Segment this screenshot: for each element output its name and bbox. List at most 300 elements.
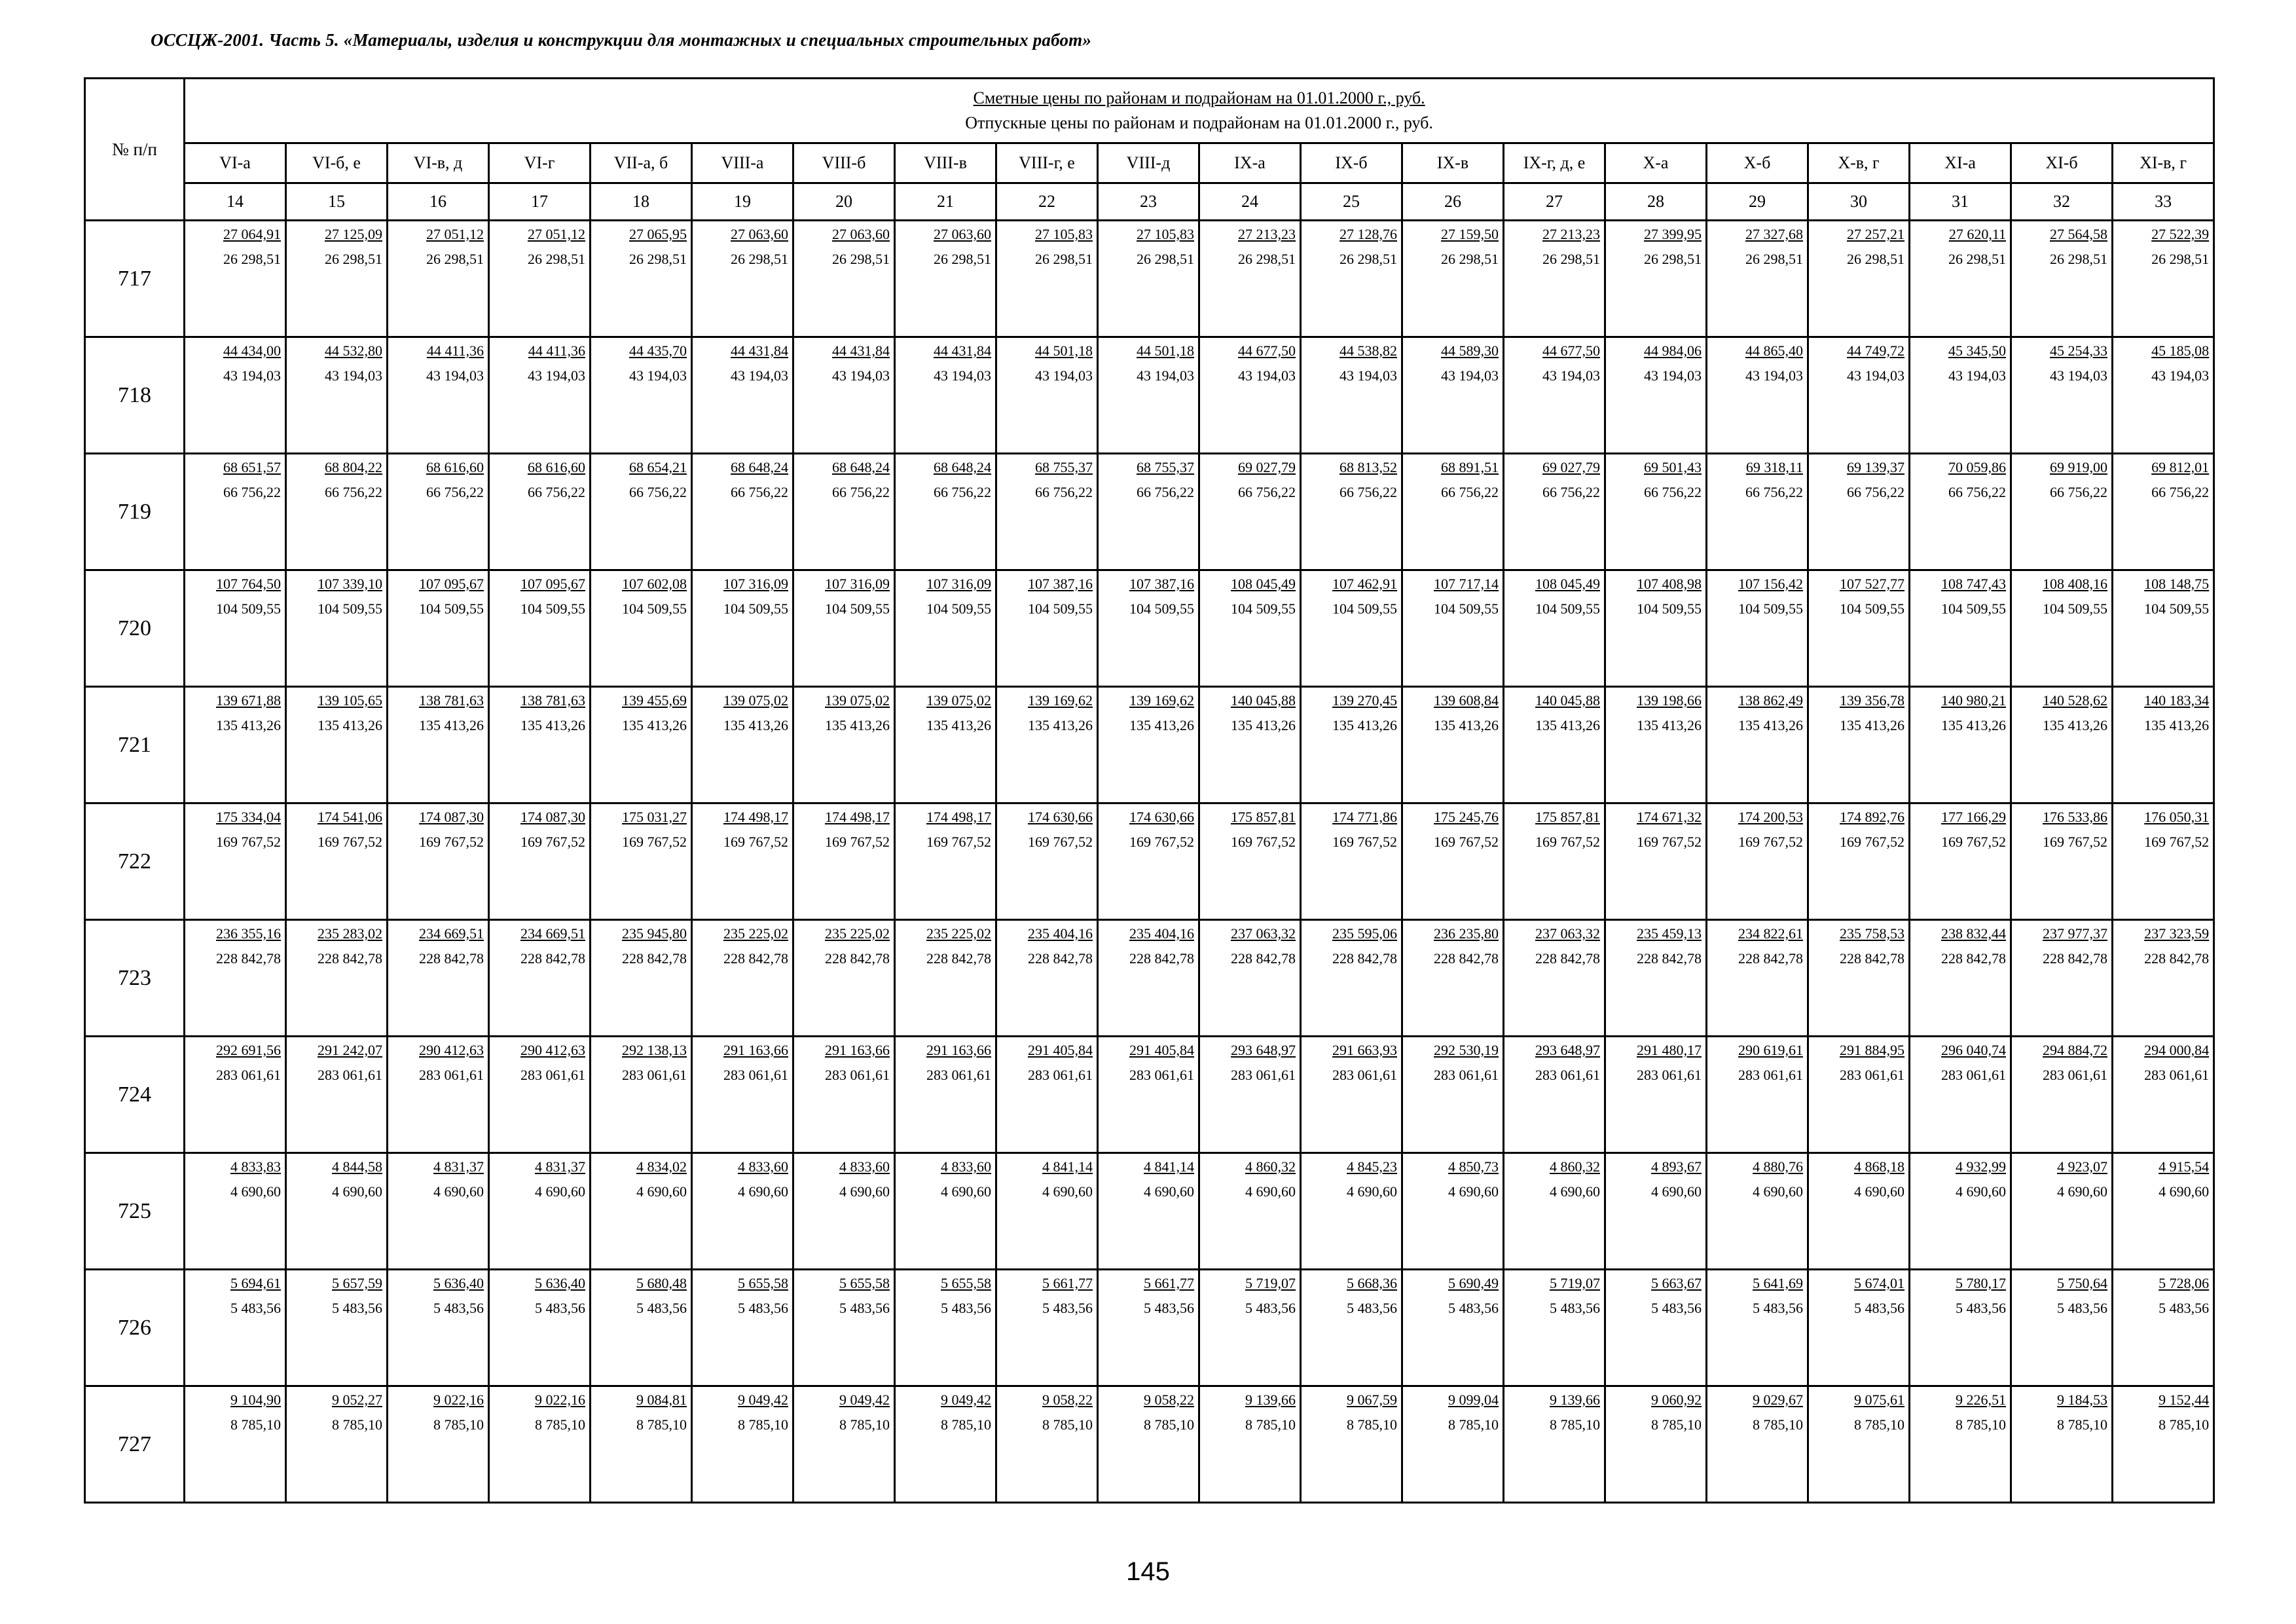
price-cell [286, 687, 388, 803]
estimate-price: 9 067,59 [1347, 1392, 1397, 1408]
price-cell [1910, 570, 2011, 687]
price-cell [2011, 803, 2113, 920]
release-price: 283 061,61 [216, 1067, 281, 1083]
estimate-price: 69 139,37 [1847, 459, 1904, 475]
release-price: 8 785,10 [839, 1416, 890, 1433]
estimate-price: 236 355,16 [216, 925, 281, 942]
price-cell [185, 920, 286, 1037]
price-cell [489, 1153, 591, 1270]
estimate-price: 234 669,51 [419, 925, 484, 942]
price-cell [388, 1386, 489, 1503]
price-cell [286, 1037, 388, 1153]
release-price: 8 785,10 [1245, 1416, 1296, 1433]
estimate-price: 237 063,32 [1231, 925, 1296, 942]
price-cell [996, 1270, 1098, 1386]
estimate-price: 139 671,88 [216, 692, 281, 709]
estimate-price: 292 691,56 [216, 1042, 281, 1058]
release-price: 26 298,51 [1441, 251, 1499, 267]
estimate-price: 237 323,59 [2144, 925, 2210, 942]
table-row [85, 803, 2214, 920]
price-cell [489, 1270, 591, 1386]
document-header: ОССЦЖ-2001. Часть 5. «Материалы, изделия и конструкции для монтажных и специальных строительных работ» [151, 30, 1092, 50]
estimate-price: 234 822,61 [1738, 925, 1803, 942]
estimate-price: 107 095,67 [520, 576, 585, 592]
estimate-price: 9 139,66 [1550, 1392, 1600, 1408]
region-header: VI-г [489, 143, 591, 183]
estimate-price: 69 318,11 [1745, 459, 1803, 475]
release-price: 4 690,60 [941, 1183, 991, 1200]
release-price: 8 785,10 [2159, 1416, 2210, 1433]
estimate-price: 107 462,91 [1332, 576, 1397, 592]
price-cell [1504, 221, 1605, 337]
release-price: 8 785,10 [332, 1416, 382, 1433]
price-cell [1808, 920, 1910, 1037]
price-cell [1402, 1153, 1504, 1270]
region-header: XI-а [1910, 143, 2011, 183]
estimate-price: 296 040,74 [1941, 1042, 2006, 1058]
estimate-prices-title: Сметные цены по районам и подрайонам на 01.01.2000 г., руб. [973, 88, 1425, 107]
row-number: 720 [85, 570, 185, 687]
region-header: XI-в, г [2113, 143, 2214, 183]
column-number: 19 [692, 183, 793, 221]
release-price: 8 785,10 [636, 1416, 687, 1433]
estimate-price: 177 166,29 [1941, 809, 2006, 825]
price-cell [388, 454, 489, 570]
release-price: 43 194,03 [1644, 367, 1702, 384]
estimate-price: 27 159,50 [1441, 226, 1499, 242]
price-cell [1707, 803, 1808, 920]
estimate-price: 27 105,83 [1137, 226, 1194, 242]
estimate-price: 5 636,40 [433, 1275, 484, 1291]
estimate-price: 5 657,59 [332, 1275, 382, 1291]
price-cell [2011, 1386, 2113, 1503]
price-cell [1910, 803, 2011, 920]
release-price: 104 509,55 [825, 600, 890, 617]
estimate-price: 108 747,43 [1941, 576, 2006, 592]
price-cell [388, 1153, 489, 1270]
release-price: 43 194,03 [1948, 367, 2006, 384]
release-price: 26 298,51 [325, 251, 382, 267]
release-price: 66 756,22 [1137, 484, 1194, 500]
release-price: 66 756,22 [325, 484, 382, 500]
price-cell [1301, 687, 1402, 803]
price-cell [1098, 570, 1199, 687]
release-price: 26 298,51 [426, 251, 484, 267]
price-cell [1707, 1037, 1808, 1153]
row-number: 726 [85, 1270, 185, 1386]
release-price: 104 509,55 [1434, 600, 1499, 617]
price-cell [1808, 337, 1910, 454]
estimate-price: 138 781,63 [419, 692, 484, 709]
estimate-price: 69 812,01 [2151, 459, 2210, 475]
estimate-price: 4 841,14 [1144, 1158, 1194, 1175]
price-cell [489, 803, 591, 920]
price-cell [692, 1386, 793, 1503]
release-price: 4 690,60 [1245, 1183, 1296, 1200]
estimate-price: 4 860,32 [1245, 1158, 1296, 1175]
estimate-price: 139 608,84 [1434, 692, 1499, 709]
price-cell [1707, 1386, 1808, 1503]
estimate-price: 27 051,12 [426, 226, 484, 242]
estimate-price: 237 063,32 [1535, 925, 1600, 942]
price-cell [1910, 920, 2011, 1037]
price-cell [591, 337, 692, 454]
estimate-price: 44 431,84 [731, 342, 788, 359]
price-cell [489, 337, 591, 454]
row-number: 722 [85, 803, 185, 920]
estimate-price: 44 589,30 [1441, 342, 1499, 359]
release-price: 135 413,26 [1332, 717, 1397, 733]
release-price: 135 413,26 [520, 717, 585, 733]
estimate-price: 5 663,67 [1651, 1275, 1702, 1291]
release-price: 43 194,03 [1847, 367, 1904, 384]
release-price: 135 413,26 [1941, 717, 2006, 733]
price-cell [895, 803, 996, 920]
estimate-price: 5 680,48 [636, 1275, 687, 1291]
price-cell [2011, 920, 2113, 1037]
estimate-price: 27 105,83 [1035, 226, 1093, 242]
release-price: 4 690,60 [2159, 1183, 2210, 1200]
estimate-price: 69 027,79 [1238, 459, 1296, 475]
price-cell [1808, 803, 1910, 920]
price-cell [1199, 1153, 1301, 1270]
release-price: 228 842,78 [520, 950, 585, 967]
estimate-price: 235 404,16 [1129, 925, 1194, 942]
estimate-price: 27 128,76 [1339, 226, 1397, 242]
price-cell [1199, 1270, 1301, 1386]
estimate-price: 108 148,75 [2144, 576, 2210, 592]
estimate-price: 291 242,07 [318, 1042, 382, 1058]
estimate-price: 44 749,72 [1847, 342, 1904, 359]
release-price: 104 509,55 [1535, 600, 1600, 617]
region-header: VIII-в [895, 143, 996, 183]
estimate-price: 4 841,14 [1042, 1158, 1093, 1175]
estimate-price: 174 541,06 [318, 809, 382, 825]
estimate-price: 174 771,86 [1332, 809, 1397, 825]
price-cell [286, 454, 388, 570]
price-cell [1301, 920, 1402, 1037]
estimate-price: 294 000,84 [2144, 1042, 2210, 1058]
estimate-price: 44 431,84 [934, 342, 991, 359]
price-cell [1301, 1037, 1402, 1153]
price-cell [692, 570, 793, 687]
estimate-price: 5 668,36 [1347, 1275, 1397, 1291]
column-number-row [85, 183, 2214, 221]
release-price: 5 483,56 [1651, 1300, 1702, 1316]
estimate-price: 27 063,60 [731, 226, 788, 242]
release-price: 228 842,78 [723, 950, 788, 967]
release-price: 8 785,10 [1042, 1416, 1093, 1433]
estimate-price: 140 045,88 [1231, 692, 1296, 709]
price-cell [1504, 570, 1605, 687]
release-price: 169 767,52 [318, 834, 382, 850]
price-cell [388, 1270, 489, 1386]
release-price: 104 509,55 [622, 600, 687, 617]
estimate-price: 69 919,00 [2050, 459, 2107, 475]
price-cell [1199, 1386, 1301, 1503]
release-price: 4 690,60 [433, 1183, 484, 1200]
release-price: 43 194,03 [2151, 367, 2210, 384]
estimate-price: 68 616,60 [528, 459, 585, 475]
estimate-price: 4 831,37 [433, 1158, 484, 1175]
price-cell [1402, 920, 1504, 1037]
price-cell [1504, 687, 1605, 803]
estimate-price: 68 813,52 [1339, 459, 1397, 475]
price-cell [1504, 1037, 1605, 1153]
release-price: 4 690,60 [738, 1183, 788, 1200]
estimate-price: 44 411,36 [528, 342, 585, 359]
price-cell [1910, 1270, 2011, 1386]
column-number: 20 [793, 183, 895, 221]
estimate-price: 291 163,66 [825, 1042, 890, 1058]
price-cell [1808, 454, 1910, 570]
release-price: 228 842,78 [2144, 950, 2210, 967]
estimate-price: 68 648,24 [832, 459, 890, 475]
estimate-price: 45 345,50 [1948, 342, 2006, 359]
column-number: 29 [1707, 183, 1808, 221]
column-number: 31 [1910, 183, 2011, 221]
price-cell [286, 570, 388, 687]
estimate-price: 68 804,22 [325, 459, 382, 475]
estimate-price: 9 022,16 [433, 1392, 484, 1408]
row-number: 723 [85, 920, 185, 1037]
release-price: 169 767,52 [216, 834, 281, 850]
price-cell [286, 221, 388, 337]
release-price: 4 690,60 [1144, 1183, 1194, 1200]
release-price: 66 756,22 [223, 484, 281, 500]
release-price: 26 298,51 [1238, 251, 1296, 267]
price-cell [1605, 920, 1707, 1037]
price-cell [1098, 1153, 1199, 1270]
release-price: 135 413,26 [1840, 717, 1904, 733]
region-header: IX-а [1199, 143, 1301, 183]
release-price: 8 785,10 [1651, 1416, 1702, 1433]
release-price: 283 061,61 [723, 1067, 788, 1083]
price-cell [895, 1153, 996, 1270]
release-price: 66 756,22 [2151, 484, 2210, 500]
release-price: 104 509,55 [2043, 600, 2107, 617]
release-price: 169 767,52 [1028, 834, 1093, 850]
release-price: 26 298,51 [1745, 251, 1803, 267]
release-price: 43 194,03 [1542, 367, 1600, 384]
estimate-price: 139 075,02 [825, 692, 890, 709]
price-cell [1605, 1037, 1707, 1153]
price-cell [996, 687, 1098, 803]
release-price: 283 061,61 [825, 1067, 890, 1083]
price-cell [793, 803, 895, 920]
release-price: 104 509,55 [1840, 600, 1904, 617]
release-price: 26 298,51 [1339, 251, 1397, 267]
price-cell [2113, 337, 2214, 454]
price-cell [1605, 1386, 1707, 1503]
release-price: 228 842,78 [1738, 950, 1803, 967]
estimate-price: 175 245,76 [1434, 809, 1499, 825]
release-price: 5 483,56 [433, 1300, 484, 1316]
estimate-price: 27 064,91 [223, 226, 281, 242]
release-price: 4 690,60 [1753, 1183, 1803, 1200]
release-price: 66 756,22 [1441, 484, 1499, 500]
price-cell [1707, 1153, 1808, 1270]
release-price: 135 413,26 [216, 717, 281, 733]
release-price: 5 483,56 [2057, 1300, 2107, 1316]
table-row [85, 1153, 2214, 1270]
price-cell [895, 687, 996, 803]
release-price: 43 194,03 [528, 367, 585, 384]
release-price: 5 483,56 [738, 1300, 788, 1316]
price-cell [1098, 1037, 1199, 1153]
price-cell [591, 454, 692, 570]
estimate-price: 27 257,21 [1847, 226, 1904, 242]
estimate-price: 9 049,42 [839, 1392, 890, 1408]
price-cell [591, 1037, 692, 1153]
estimate-price: 44 411,36 [426, 342, 484, 359]
release-price: 8 785,10 [230, 1416, 281, 1433]
release-price: 26 298,51 [1644, 251, 1702, 267]
table-row [85, 1386, 2214, 1503]
estimate-price: 140 528,62 [2043, 692, 2107, 709]
estimate-price: 291 163,66 [926, 1042, 991, 1058]
estimate-price: 9 058,22 [1042, 1392, 1093, 1408]
release-price: 4 690,60 [230, 1183, 281, 1200]
price-cell [185, 1037, 286, 1153]
price-cell [1098, 803, 1199, 920]
estimate-price: 44 865,40 [1745, 342, 1803, 359]
release-price: 135 413,26 [622, 717, 687, 733]
table-row [85, 920, 2214, 1037]
price-cell [388, 803, 489, 920]
price-cell [793, 687, 895, 803]
estimate-price: 9 075,61 [1854, 1392, 1904, 1408]
release-price: 66 756,22 [1948, 484, 2006, 500]
price-cell [489, 454, 591, 570]
price-cell [489, 687, 591, 803]
release-price: 228 842,78 [1941, 950, 2006, 967]
table-row [85, 221, 2214, 337]
price-cell [2113, 1386, 2214, 1503]
release-price: 4 690,60 [636, 1183, 687, 1200]
price-cell [1707, 1270, 1808, 1386]
release-price: 8 785,10 [433, 1416, 484, 1433]
estimate-price: 138 862,49 [1738, 692, 1803, 709]
price-cell [1199, 337, 1301, 454]
release-price: 5 483,56 [1144, 1300, 1194, 1316]
estimate-price: 107 387,16 [1129, 576, 1194, 592]
release-price: 26 298,51 [1847, 251, 1904, 267]
estimate-price: 27 213,23 [1238, 226, 1296, 242]
table-title [185, 79, 2214, 143]
estimate-price: 139 198,66 [1637, 692, 1702, 709]
estimate-price: 5 719,07 [1550, 1275, 1600, 1291]
price-cell [1098, 1386, 1199, 1503]
estimate-price: 9 029,67 [1753, 1392, 1803, 1408]
region-header: VI-а [185, 143, 286, 183]
estimate-price: 176 050,31 [2144, 809, 2210, 825]
estimate-price: 44 501,18 [1035, 342, 1093, 359]
price-cell [489, 221, 591, 337]
price-cell [1605, 221, 1707, 337]
release-price: 283 061,61 [1332, 1067, 1397, 1083]
price-cell [1707, 570, 1808, 687]
release-price: 169 767,52 [926, 834, 991, 850]
price-cell [793, 337, 895, 454]
estimate-price: 27 213,23 [1542, 226, 1600, 242]
estimate-price: 4 932,99 [1956, 1158, 2006, 1175]
release-price: 104 509,55 [520, 600, 585, 617]
price-cell [793, 1386, 895, 1503]
release-price: 169 767,52 [1840, 834, 1904, 850]
row-number: 725 [85, 1153, 185, 1270]
release-price: 169 767,52 [1332, 834, 1397, 850]
release-price: 104 509,55 [1332, 600, 1397, 617]
release-price: 135 413,26 [318, 717, 382, 733]
release-price: 169 767,52 [723, 834, 788, 850]
release-price: 135 413,26 [2144, 717, 2210, 733]
release-price: 26 298,51 [1035, 251, 1093, 267]
price-cell [1504, 920, 1605, 1037]
release-price: 104 509,55 [1231, 600, 1296, 617]
estimate-price: 139 455,69 [622, 692, 687, 709]
price-cell [2113, 221, 2214, 337]
release-price: 4 690,60 [1854, 1183, 1904, 1200]
price-cell [1402, 454, 1504, 570]
estimate-price: 27 065,95 [629, 226, 687, 242]
estimate-price: 292 530,19 [1434, 1042, 1499, 1058]
price-cell [1402, 570, 1504, 687]
estimate-price: 68 755,37 [1035, 459, 1093, 475]
release-price: 283 061,61 [2043, 1067, 2107, 1083]
price-cell [996, 1037, 1098, 1153]
price-cell [1504, 1153, 1605, 1270]
price-cell [2011, 1270, 2113, 1386]
release-price: 5 483,56 [1245, 1300, 1296, 1316]
release-price: 228 842,78 [318, 950, 382, 967]
release-price: 169 767,52 [622, 834, 687, 850]
price-cell [1301, 1386, 1402, 1503]
release-price: 8 785,10 [1753, 1416, 1803, 1433]
price-cell [1808, 1153, 1910, 1270]
estimate-price: 68 648,24 [731, 459, 788, 475]
estimate-price: 139 075,02 [723, 692, 788, 709]
release-price: 283 061,61 [2144, 1067, 2210, 1083]
price-cell [1098, 1270, 1199, 1386]
price-cell [1301, 454, 1402, 570]
estimate-price: 291 480,17 [1637, 1042, 1702, 1058]
release-price: 169 767,52 [1738, 834, 1803, 850]
price-cell [692, 803, 793, 920]
estimate-price: 5 641,69 [1753, 1275, 1803, 1291]
release-price: 8 785,10 [941, 1416, 991, 1433]
release-price: 66 756,22 [426, 484, 484, 500]
estimate-price: 291 663,93 [1332, 1042, 1397, 1058]
price-cell [1707, 337, 1808, 454]
price-cell [185, 1153, 286, 1270]
table-row [85, 687, 2214, 803]
release-price: 169 767,52 [1637, 834, 1702, 850]
release-price: 8 785,10 [2057, 1416, 2107, 1433]
estimate-price: 139 169,62 [1028, 692, 1093, 709]
release-price: 104 509,55 [926, 600, 991, 617]
row-number: 719 [85, 454, 185, 570]
estimate-price: 174 892,76 [1840, 809, 1904, 825]
release-price: 228 842,78 [1840, 950, 1904, 967]
price-cell [996, 221, 1098, 337]
price-cell [793, 221, 895, 337]
release-price: 26 298,51 [2151, 251, 2210, 267]
estimate-price: 138 781,63 [520, 692, 585, 709]
estimate-price: 9 058,22 [1144, 1392, 1194, 1408]
estimate-price: 175 031,27 [622, 809, 687, 825]
price-cell [895, 1270, 996, 1386]
